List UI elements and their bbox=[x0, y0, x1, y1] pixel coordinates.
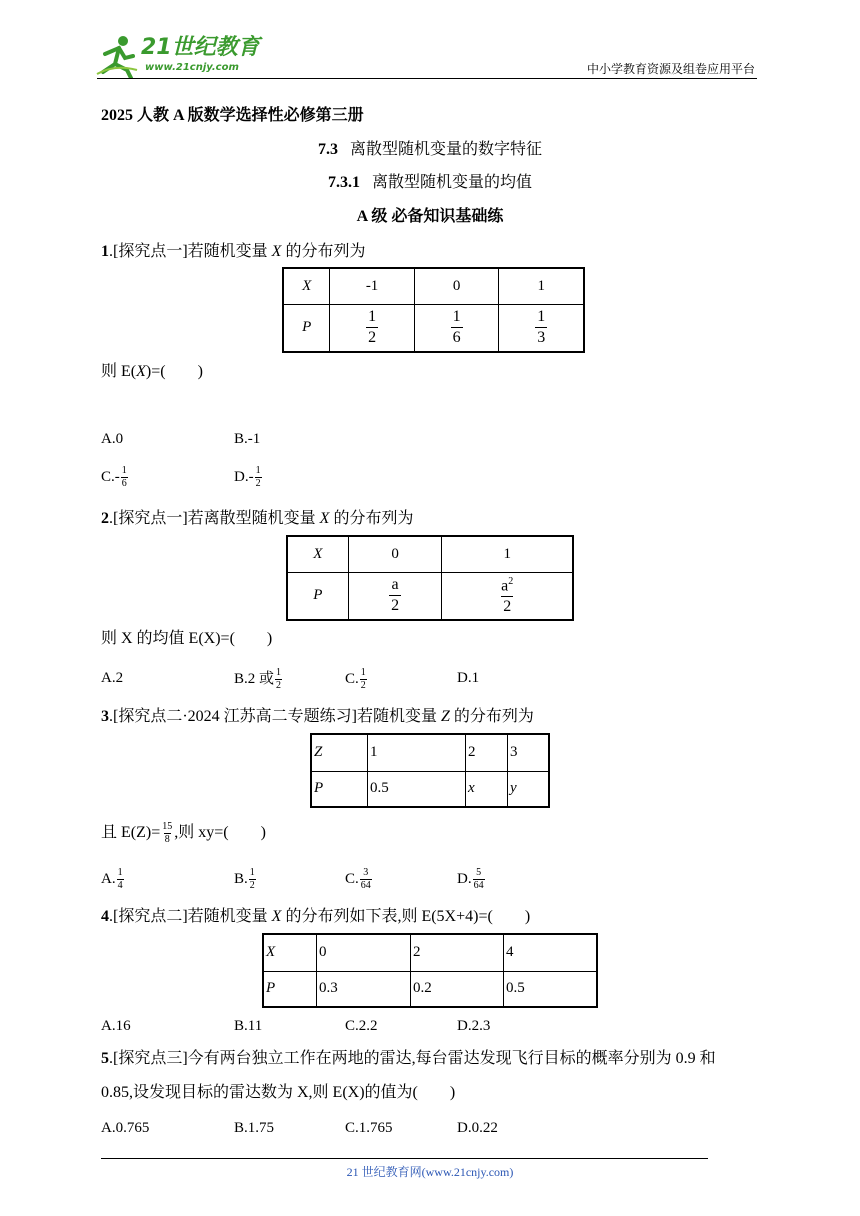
fraction-numerator: 1 bbox=[452, 308, 461, 326]
table-cell: Z bbox=[311, 734, 368, 771]
option-prefix: C. bbox=[345, 670, 359, 687]
q4-option-a[interactable]: A.16 bbox=[101, 1018, 131, 1034]
q1-stem bbox=[101, 242, 365, 262]
option-prefix: D. bbox=[457, 870, 472, 887]
q5-stem-line1 bbox=[101, 1049, 716, 1069]
q5-option-a[interactable]: A.0.765 bbox=[101, 1120, 150, 1136]
table-cell: P bbox=[287, 572, 348, 620]
table-cell: X bbox=[263, 934, 317, 971]
q2-number: 2 bbox=[101, 510, 109, 527]
fraction-denominator: 4 bbox=[117, 880, 123, 891]
q2-option-d[interactable]: D.1 bbox=[457, 670, 480, 686]
table-cell: P bbox=[263, 971, 317, 1007]
fraction-numerator bbox=[499, 577, 515, 596]
fraction-numerator: 1 bbox=[368, 308, 377, 326]
q3-option-a[interactable] bbox=[101, 868, 125, 891]
fraction-denominator: 2 bbox=[360, 680, 366, 691]
q3-number: 3 bbox=[101, 708, 109, 725]
section-title: 离散型随机变量的数字特征 bbox=[349, 141, 542, 158]
table-cell bbox=[442, 572, 573, 620]
fraction-numerator: 1 bbox=[537, 308, 546, 326]
header-right-text: 中小学教育资源及组卷应用平台 bbox=[586, 62, 755, 76]
q5-number: 5 bbox=[101, 1050, 109, 1067]
table-cell: y bbox=[508, 771, 550, 807]
option-prefix: B.2 或 bbox=[234, 670, 275, 687]
table-cell: P bbox=[283, 304, 330, 352]
footer-link[interactable]: 21 世纪教育网(www.21cnjy.com) bbox=[346, 1165, 514, 1179]
fraction-numerator: 15 bbox=[162, 821, 173, 832]
q4-distribution-table bbox=[262, 933, 598, 1008]
runner-logo-icon bbox=[95, 34, 139, 78]
q3-option-d[interactable] bbox=[457, 868, 486, 891]
q2-option-a[interactable]: A.2 bbox=[101, 670, 124, 686]
section-heading bbox=[0, 140, 860, 160]
table-cell: 0.3 bbox=[317, 971, 411, 1007]
q1-option-c[interactable] bbox=[101, 466, 129, 489]
q2-distribution-table bbox=[286, 535, 574, 621]
table-cell: 1 bbox=[499, 268, 584, 304]
fraction-denominator: 2 bbox=[276, 680, 282, 691]
q1-ask-post: )=( ) bbox=[145, 363, 203, 380]
q4-var: X bbox=[271, 908, 282, 925]
table-cell: X bbox=[287, 536, 348, 572]
q3-tag: .[探究点二·2024 江苏高二专题练习]若随机变量 bbox=[109, 708, 441, 725]
q4-number: 4 bbox=[101, 908, 109, 925]
fraction-numerator: a bbox=[391, 576, 399, 594]
option-prefix: C.- bbox=[101, 468, 120, 485]
q4-option-d[interactable]: D.2.3 bbox=[457, 1018, 491, 1034]
q1-number: 1 bbox=[101, 243, 109, 260]
fraction-denominator: 2 bbox=[368, 329, 377, 347]
q4-tag: .[探究点二]若随机变量 bbox=[109, 908, 272, 925]
fraction-numerator: 1 bbox=[276, 667, 282, 678]
q2-option-c[interactable] bbox=[345, 668, 368, 691]
q3-question bbox=[101, 822, 266, 845]
q2-tag: .[探究点一]若离散型随机变量 bbox=[109, 510, 320, 527]
fraction-denominator: 8 bbox=[164, 834, 170, 845]
table-cell bbox=[414, 304, 499, 352]
q1-option-a[interactable]: A.0 bbox=[101, 431, 124, 447]
q4-option-b[interactable]: B.11 bbox=[234, 1018, 263, 1034]
q4-option-c[interactable]: C.2.2 bbox=[345, 1018, 378, 1034]
fraction-denominator: 2 bbox=[503, 597, 512, 615]
fraction-denominator: 6 bbox=[452, 329, 461, 347]
table-cell: 1 bbox=[368, 734, 466, 771]
q1-question bbox=[101, 362, 203, 382]
fraction-denominator: 3 bbox=[537, 329, 546, 347]
logo-url: www.21cnjy.com bbox=[145, 62, 239, 73]
option-prefix: D.- bbox=[234, 468, 254, 485]
table-cell: 0 bbox=[348, 536, 442, 572]
q1-ask-var: X bbox=[136, 363, 146, 380]
table-cell: x bbox=[466, 771, 508, 807]
q3-distribution-table bbox=[310, 733, 550, 808]
q1-tag: .[探究点一]若随机变量 bbox=[109, 243, 272, 260]
q5-stem-line2: 0.85,设发现目标的雷达数为 X,则 E(X)的值为( ) bbox=[101, 1084, 456, 1101]
q2-tail: 的分布列为 bbox=[329, 510, 414, 527]
header-logo bbox=[95, 34, 265, 78]
q4-tail: 的分布列如下表,则 E(5X+4)=( ) bbox=[281, 908, 531, 925]
q1-distribution-table bbox=[282, 267, 585, 353]
subsection-heading bbox=[0, 173, 860, 193]
q1-option-b[interactable]: B.-1 bbox=[234, 431, 261, 447]
q3-option-b[interactable] bbox=[234, 868, 257, 891]
fraction-numerator: 5 bbox=[476, 867, 482, 878]
q2-var: X bbox=[319, 510, 330, 527]
table-cell: 0.5 bbox=[504, 971, 598, 1007]
fraction-numerator: 1 bbox=[360, 667, 366, 678]
q3-ask-post: ,则 xy=( ) bbox=[174, 824, 266, 842]
numerator-base: a bbox=[501, 576, 509, 594]
q5-option-b[interactable]: B.1.75 bbox=[234, 1120, 275, 1136]
q3-ask-pre: 且 E(Z)= bbox=[101, 824, 161, 842]
option-prefix: B. bbox=[234, 870, 248, 887]
option-prefix: A. bbox=[101, 870, 116, 887]
option-prefix: C. bbox=[345, 870, 359, 887]
q2-option-b[interactable] bbox=[234, 668, 283, 691]
book-title: 2025 人教 A 版数学选择性必修第三册 bbox=[101, 107, 364, 124]
q1-ask-pre: 则 E( bbox=[101, 363, 137, 380]
table-cell: 2 bbox=[466, 734, 508, 771]
footer-rule bbox=[101, 1158, 708, 1159]
fraction-numerator: 1 bbox=[121, 465, 127, 476]
table-cell bbox=[348, 572, 442, 620]
section-number: 7.3 bbox=[317, 141, 338, 158]
table-cell: P bbox=[311, 771, 368, 807]
fraction-denominator: 64 bbox=[360, 880, 371, 891]
header-rule bbox=[97, 78, 757, 79]
level-heading: A 级 必备知识基础练 bbox=[356, 208, 504, 225]
fraction-denominator: 6 bbox=[121, 478, 127, 489]
table-cell bbox=[330, 304, 415, 352]
table-cell: 0.2 bbox=[411, 971, 504, 1007]
q3-stem bbox=[101, 707, 534, 727]
q3-var: Z bbox=[441, 708, 450, 725]
q1-option-d[interactable] bbox=[234, 466, 263, 489]
logo-text: 21世纪教育 bbox=[141, 35, 260, 60]
fraction-numerator: 1 bbox=[249, 867, 255, 878]
q5-option-d[interactable]: D.0.22 bbox=[457, 1120, 498, 1136]
q2-question: 则 X 的均值 E(X)=( ) bbox=[101, 630, 273, 647]
subsection-number: 7.3.1 bbox=[327, 174, 360, 191]
table-cell: 4 bbox=[504, 934, 598, 971]
q5-line1-text: .[探究点三]今有两台独立工作在两地的雷达,每台雷达发现飞行目标的概率分别为 0.9 和 bbox=[109, 1050, 716, 1067]
table-cell: X bbox=[283, 268, 330, 304]
q5-option-c[interactable]: C.1.765 bbox=[345, 1120, 393, 1136]
q1-tail: 的分布列为 bbox=[281, 243, 366, 260]
numerator-exponent: 2 bbox=[508, 575, 514, 587]
fraction-numerator: 1 bbox=[255, 465, 261, 476]
q3-tail: 的分布列为 bbox=[449, 708, 534, 725]
table-cell: 1 bbox=[442, 536, 573, 572]
table-cell: 3 bbox=[508, 734, 550, 771]
fraction-numerator: 1 bbox=[117, 867, 123, 878]
fraction-numerator: 3 bbox=[363, 867, 369, 878]
fraction-denominator: 2 bbox=[391, 597, 400, 615]
q4-stem bbox=[101, 907, 530, 927]
fraction-denominator: 2 bbox=[249, 880, 255, 891]
table-cell: 0.5 bbox=[368, 771, 466, 807]
subsection-title: 离散型随机变量的均值 bbox=[371, 174, 532, 191]
q2-stem bbox=[101, 509, 413, 529]
table-cell: 2 bbox=[411, 934, 504, 971]
fraction-denominator: 64 bbox=[473, 880, 484, 891]
table-cell: 0 bbox=[317, 934, 411, 971]
q3-option-c[interactable] bbox=[345, 868, 373, 891]
table-cell: 0 bbox=[414, 268, 499, 304]
table-cell bbox=[499, 304, 584, 352]
table-cell: -1 bbox=[330, 268, 415, 304]
q1-var: X bbox=[271, 243, 282, 260]
fraction-denominator: 2 bbox=[255, 478, 261, 489]
